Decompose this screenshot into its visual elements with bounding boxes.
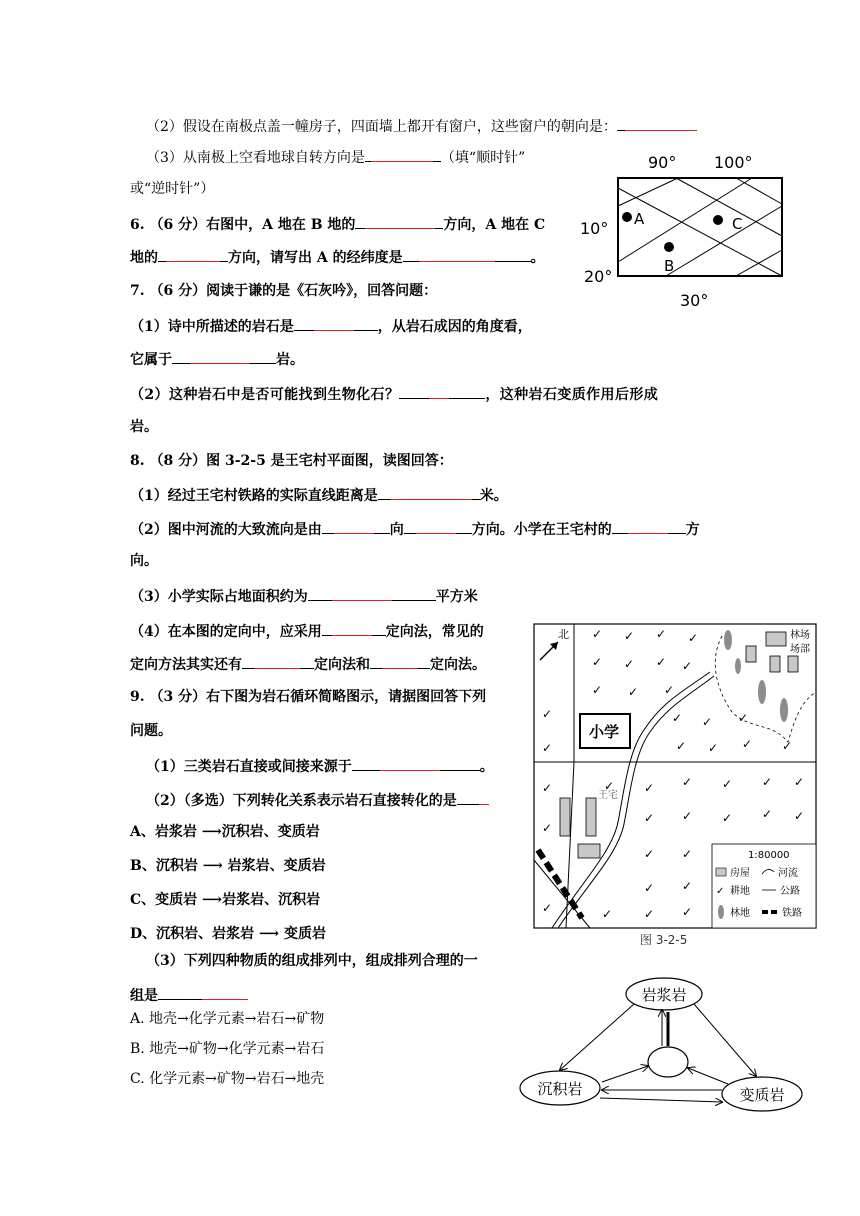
legend-farm-swatch: ✓ (716, 886, 725, 897)
q9-option-a: A、岩浆岩 ⟶沉积岩、变质岩 (130, 824, 320, 840)
legend-river: 河流 (778, 868, 798, 879)
q5-part2: （2）假设在南极点盖一幢房子，四面墙上都开有窗户，这些窗户的朝向是： (146, 116, 697, 136)
q8-part1: （1）经过王宅村铁路的实际直线距离是 米。 (130, 485, 508, 505)
q8-part4-cont: 定向方法其实还有 定向法和 定向法。 (130, 654, 486, 674)
legend-scale: 1:80000 (748, 850, 790, 861)
answer-blank[interactable] (404, 519, 472, 534)
svg-text:✓: ✓ (794, 809, 805, 823)
svg-text:✓: ✓ (644, 907, 655, 921)
point-a-marker (622, 212, 632, 222)
q9-heading: 9. （3 分）右下图为岩石循环简略图示，请据图回答下列 (130, 689, 487, 705)
q8-part4: （4）在本图的定向中，应采用 定向法，常见的 (130, 621, 484, 641)
lon-label-100: 100° (714, 153, 753, 172)
north-label: 北 (558, 628, 569, 641)
q8-part2: （2）图中河流的大致流向是由 向 方向。小学在王宅村的 方 (130, 519, 700, 539)
q9-part3: （3）下列四种物质的组成排列中，组成排列合理的一 (146, 953, 478, 969)
svg-text:✓: ✓ (682, 809, 693, 823)
point-c-marker (713, 215, 723, 225)
answer-blank[interactable] (322, 519, 390, 534)
svg-text:✓: ✓ (604, 779, 615, 793)
svg-text:✓: ✓ (782, 739, 793, 753)
svg-text:✓: ✓ (624, 657, 635, 671)
lon-label-30: 30° (680, 291, 709, 310)
point-c-label: C (732, 215, 743, 233)
svg-text:✓: ✓ (542, 821, 553, 835)
svg-text:✓: ✓ (542, 741, 553, 755)
legend-forest-swatch (718, 905, 724, 919)
svg-text:✓: ✓ (702, 715, 713, 729)
igneous-label: 岩浆岩 (641, 986, 687, 1004)
sedimentary-label: 沉积岩 (537, 1080, 583, 1098)
q8-part2-cont: 向。 (130, 553, 158, 569)
svg-text:✓: ✓ (682, 775, 693, 789)
svg-text:✓: ✓ (682, 905, 693, 919)
legend-road: 公路 (780, 886, 800, 897)
answer-blank[interactable] (403, 247, 531, 262)
answer-blank[interactable] (172, 349, 276, 364)
q9-part3-cont: 组是 (130, 985, 248, 1005)
svg-text:✓: ✓ (542, 707, 553, 721)
village-map-figure (532, 622, 818, 952)
svg-text:✓: ✓ (676, 739, 687, 753)
svg-text:✓: ✓ (688, 631, 699, 645)
q7-part1: （1）诗中所描述的岩石是 ，从岩石成因的角度看， (130, 316, 532, 336)
svg-text:✓: ✓ (672, 711, 683, 725)
svg-text:✓: ✓ (542, 781, 553, 795)
answer-blank[interactable] (352, 756, 480, 771)
answer-blank[interactable] (242, 654, 314, 669)
svg-text:✓: ✓ (762, 807, 773, 821)
forest-station-label-1: 林场 (790, 630, 810, 641)
q9-part1: （1）三类岩石直接或间接来源于 。 (146, 756, 494, 776)
svg-text:✓: ✓ (644, 781, 655, 795)
lat-label-20: 20° (584, 267, 613, 286)
answer-blank[interactable] (158, 985, 248, 1000)
svg-text:✓: ✓ (794, 775, 805, 789)
q8-heading: 8. （8 分）图 3-2-5 是王宅村平面图，读图回答： (130, 453, 453, 469)
svg-text:✓: ✓ (644, 847, 655, 861)
svg-text:✓: ✓ (708, 741, 719, 755)
svg-text:✓: ✓ (664, 683, 675, 697)
q5-part3: （3）从南极上空看地球自转方向是 （填“顺时针” (146, 147, 525, 167)
answer-blank[interactable] (308, 586, 436, 601)
legend-house-swatch (716, 868, 726, 876)
answer-blank[interactable] (399, 384, 485, 399)
svg-text:✓: ✓ (722, 811, 733, 825)
rock-cycle-figure (516, 976, 812, 1116)
svg-text:✓: ✓ (742, 737, 753, 751)
svg-text:✓: ✓ (644, 881, 655, 895)
svg-text:✓: ✓ (628, 685, 639, 699)
svg-text:✓: ✓ (592, 627, 603, 641)
svg-text:✓: ✓ (656, 627, 667, 641)
magma-node (648, 1047, 688, 1077)
answer-blank[interactable] (378, 485, 480, 500)
answer-blank[interactable] (294, 316, 378, 331)
figure-caption: 图 3-2-5 (640, 933, 688, 947)
point-b-label: B (664, 257, 675, 275)
point-a-label: A (634, 210, 645, 228)
answer-blank[interactable] (612, 519, 686, 534)
forest-station-label-2: 场部 (790, 644, 810, 655)
svg-text:✓: ✓ (682, 659, 693, 673)
q9-option-b: B、沉积岩 ⟶ 岩浆岩、变质岩 (130, 858, 326, 874)
answer-blank[interactable] (617, 116, 697, 131)
svg-text:✓: ✓ (682, 847, 693, 861)
metamorphic-label: 变质岩 (739, 1086, 785, 1104)
answer-blank[interactable] (322, 621, 386, 636)
lon-label-90: 90° (648, 153, 677, 172)
answer-blank[interactable] (158, 247, 228, 262)
svg-text:✓: ✓ (542, 901, 553, 915)
q7-heading: 7. （6 分）阅读于谦的是《石灰吟》，回答问题： (130, 283, 438, 299)
svg-text:✓: ✓ (644, 811, 655, 825)
svg-text:✓: ✓ (592, 655, 603, 669)
legend-rail: 铁路 (782, 908, 802, 919)
svg-text:✓: ✓ (738, 711, 749, 725)
village-label: 王宅 (598, 790, 618, 801)
answer-blank[interactable] (355, 214, 443, 229)
school-label: 小学 (589, 723, 620, 741)
svg-text:✓: ✓ (682, 879, 693, 893)
legend-farm: 耕地 (730, 886, 750, 897)
q9-option-d: D、沉积岩、岩浆岩 ⟶ 变质岩 (130, 926, 326, 942)
q7-part2: （2）这种岩石中是否可能找到生物化石？ ，这种岩石变质作用后形成 (130, 384, 658, 404)
svg-text:✓: ✓ (602, 907, 613, 921)
svg-text:✓: ✓ (722, 777, 733, 791)
legend-house: 房屋 (730, 868, 750, 879)
legend-forest: 林地 (730, 908, 750, 919)
q6-line2: 地的 方向，请写出 A 的经纬度是 。 (130, 247, 545, 267)
answer-blank[interactable] (457, 790, 489, 805)
q9-option-c: C、变质岩 ⟶岩浆岩、沉积岩 (130, 892, 321, 908)
svg-text:✓: ✓ (656, 655, 667, 669)
svg-text:✓: ✓ (624, 629, 635, 643)
svg-text:✓: ✓ (592, 683, 603, 697)
q7-part1-cont: 它属于 岩。 (130, 349, 304, 369)
q9-choice-a: A. 地壳→化学元素→岩石→矿物 (130, 1011, 325, 1027)
answer-blank[interactable] (370, 654, 430, 669)
q8-part3: （3）小学实际占地面积约为 平方米 (130, 586, 478, 606)
point-b-marker (664, 242, 674, 252)
q7-part2-cont: 岩。 (130, 419, 158, 435)
svg-text:✓: ✓ (762, 775, 773, 789)
q9-heading-cont: 问题。 (130, 723, 172, 739)
q6-line1: 6. （6 分）右图中，A 地在 B 地的 方向，A 地在 C (130, 214, 545, 234)
q9-part2: （2）（多选）下列转化关系表示岩石直接转化的是 (146, 790, 489, 810)
lat-lon-grid-figure (576, 148, 786, 314)
q9-choice-c: C. 化学元素→矿物→岩石→地壳 (130, 1071, 325, 1087)
lat-label-10: 10° (580, 219, 609, 238)
q9-choice-b: B. 地壳→矿物→化学元素→岩石 (130, 1041, 325, 1057)
q5-part3-cont: 或“逆时针”） (130, 181, 215, 197)
answer-blank[interactable] (365, 147, 441, 162)
